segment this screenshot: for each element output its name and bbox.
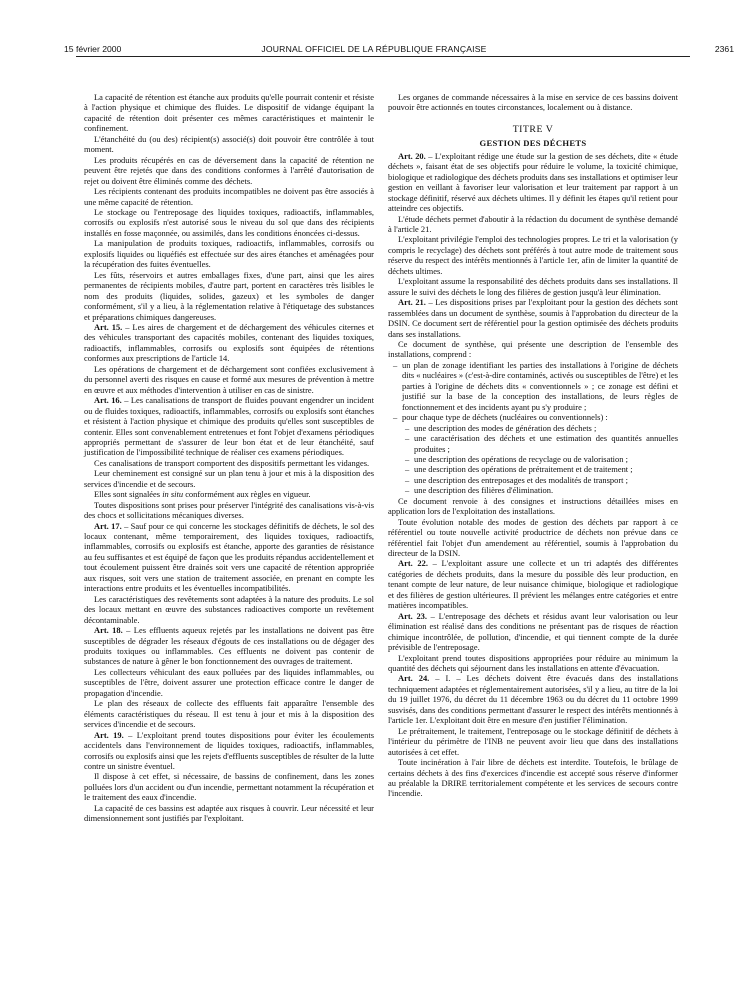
sub-list-item — [388, 475, 678, 485]
paragraph: Ces canalisations de transport comportent des dispositifs permettant les vidanges. — [94, 457, 370, 468]
header-rule — [76, 56, 690, 57]
paragraph: Leur cheminement est consigné sur un plan tenu à jour et mis à la disposition des services d'incendie et de secours. — [84, 468, 374, 489]
paragraph: Il dispose à cet effet, si nécessaire, de bassins de confinement, dans les zones polluées lors d'un accident ou d'un incendie, permettant notamment la récupération et le traitement des eaux d'incendie. — [84, 771, 374, 803]
article-text: – Sauf pour ce qui concerne les stockages définitifs de déchets, le sol des locaux contenant, même temporairement, des liquides toxiques, radioactifs, inflammables, corrosifs ou explosifs est étanche, apporte des garanties de résistance au feu suffisantes et est équipé de façon que les produits répandus accidentellement et tout écoulement puissent être drainés soit vers une capacité de rétention appropriée aux risques, soit vers une station de traitement associée, en prenant en compte les interactions entre produits et les éventuelles incompatibilités. — [84, 520, 374, 594]
header-date: 15 février 2000 — [64, 44, 122, 54]
article-text: – I. – Les déchets doivent être évacués dans des installations techniquement adaptées et réglementairement autorisées, s'il y a lieu, au titre de la loi du 19 juillet 1976, du décret du 11 décembre 1963 ou du décret du 11 octobre 1999 susvisés, dans des conditions permettant d'assurer le respect des intérêts mentionnés à l'article 1er. L'exploitant doit être en mesure d'en justifier l'élimination. — [388, 673, 678, 726]
list-item-text: pour chaque type de déchets (nucléaires ou conventionnels) : — [402, 412, 608, 423]
paragraph: L'exploitant assume la responsabilité des déchets produits dans ses installations. Il assure le suivi des déchets le long des filières de gestion jusqu'à leur élimination. — [388, 276, 678, 297]
list-item-text: une description des opérations de prétraitement et de traitement ; — [414, 464, 633, 475]
list-item-text: une description des modes de génération des déchets ; — [414, 422, 597, 433]
article-text: – L'entreposage des déchets et résidus avant leur valorisation ou leur élimination est réalisé dans des conditions ne présentant pas de risques de réaction chimique incontrôlée, de pollution, d'incendie, et qui tiennent compte de la durée prévisible de l'entreposage. — [388, 610, 678, 653]
article-text: – Les canalisations de transport de fluides pouvant engendrer un incident ou de fluides toxiques, radioactifs, inflammables, corrosifs ou explosifs sont étanches et résistent à l'action physique et chimique des produits qu'elles sont susceptibles de contenir. Elles sont convenablement entretenues et font l'objet d'examens périodiques appropriés permettant de s'assurer de leur bon état et de leur étanchéité, sauf justification de l'impossibilité technique de réaliser ces examens périodiques. — [84, 395, 374, 458]
paragraph: Les caractéristiques des revêtements sont adaptées à la nature des produits. Le sol des locaux mettant en œuvre des substances radioactives comporte un revêtement décontaminable. — [84, 593, 374, 625]
sub-list-item — [388, 485, 678, 495]
dash-bullet: – — [393, 412, 398, 423]
paragraph: La manipulation de produits toxiques, radioactifs, inflammables, corrosifs ou explosifs liquides ou liquéfiés est effectuée sur des aires étanches et aménagées pour la récupération des fuites éventuelles. — [84, 238, 374, 270]
paragraph: Le prétraitement, le traitement, l'entreposage ou le stockage définitif de déchets à l'intérieur du périmètre de l'INB ne peuvent avoir lieu que dans des installations autorisées à cet effet. — [388, 725, 678, 757]
list-item-text: une description des filières d'élimination. — [414, 485, 554, 496]
paragraph: La capacité de rétention est étanche aux produits qu'elle pourrait contenir et résiste à l'action physique et chimique des fluides. Le dispositif de vidange équipant la capacité de rétention doit présenter ces mêmes caractéristiques et maintenir le confinement. — [84, 92, 374, 134]
paragraph: Les produits récupérés en cas de déversement dans la capacité de rétention ne peuvent être rejetés que dans des conditions conformes à l'arrêté d'autorisation de rejet ou doivent être éliminés comme des déchets. — [84, 154, 374, 186]
article-label: Art. 21. — [398, 297, 426, 308]
paragraph: Toute incinération à l'air libre de déchets est interdite. Toutefois, le brûlage de certains déchets à des fins d'exercices d'incendie est accepté sous réserve d'informer au préalable la DRIRE territorialement compétente et les services de secours contre l'incendie. — [388, 757, 678, 799]
article-label: Art. 16. — [94, 395, 122, 406]
dash-bullet: – — [405, 474, 410, 485]
dash-bullet: – — [405, 422, 410, 433]
article-text: – Les dispositions prises par l'exploitant pour la gestion des déchets sont rassemblées dans un document de synthèse, soumis à l'approbation du directeur de la DSIN. Ce document sert de référentiel pour la gestion optimisée des déchets produits dans ses installations. — [388, 297, 678, 339]
dash-bullet: – — [405, 433, 410, 444]
article-24 — [388, 673, 678, 725]
article-label: Art. 18. — [94, 625, 123, 636]
paragraph: Les organes de commande nécessaires à la mise en service de ces bassins doivent pouvoir être actionnés en toutes circonstances, localement ou à distance. — [388, 92, 678, 113]
left-column — [84, 92, 374, 824]
article-label: Art. 24. — [398, 673, 430, 684]
paragraph: Les récipients contenant des produits incompatibles ne doivent pas être associés à une même capacité de rétention. — [84, 186, 374, 207]
article-label: Art. 17. — [94, 520, 122, 531]
paragraph: La capacité de ces bassins est adaptée aux risques à couvrir. Leur nécessité et leur dimensionnement sont justifiés par l'exploitant. — [84, 802, 374, 824]
header-journal-title: JOURNAL OFFICIEL DE LA RÉPUBLIQUE FRANÇAISE — [261, 44, 487, 54]
paragraph: Le stockage ou l'entreposage des liquides toxiques, radioactifs, inflammables, corrosifs ou explosifs n'est autorisé sous le niveau du sol que dans des récipients installés en fosse maçonnée, ou assimilés, dans les conditions énoncées ci-dessus. — [84, 206, 374, 238]
list-item-text: une description des opérations de recyclage ou de valorisation ; — [414, 453, 628, 464]
paragraph: Les fûts, réservoirs et autres emballages fixes, d'une part, ainsi que les aires permanentes de récipients mobiles, d'autre part, portent en caractères très lisibles le nom des produits (liquides, solides, gazeux) et les symboles de danger conformément, s'il y a lieu, à la réglementation relative à l'étiquetage des substances et préparations chimiques dangereuses. — [84, 269, 374, 322]
list-item-text: une caractérisation des déchets et une estimation des quantités annuelles produites ; — [414, 433, 678, 454]
right-column — [388, 92, 678, 799]
paragraph — [84, 489, 374, 499]
text-run: Elles sont signalées — [94, 489, 163, 500]
dash-bullet: – — [405, 453, 410, 464]
list-item-text: une description des entreposages et des modalités de transport ; — [414, 474, 628, 485]
article-18 — [84, 625, 374, 667]
list-item — [388, 412, 678, 422]
paragraph: L'exploitant privilégie l'emploi des technologies propres. Le tri et la valorisation (y compris le recyclage) des déchets sont préférés à tout autre mode de traitement sous réserve du respect des intérêts mentionnés à l'article 1er, afin de limiter la quantité de déchets ultimes. — [388, 234, 678, 276]
text-run: conformément aux règles en vigueur. — [183, 489, 311, 500]
article-21 — [388, 297, 678, 339]
sub-list-item — [388, 454, 678, 464]
article-15 — [84, 322, 374, 364]
paragraph: L'étude déchets permet d'aboutir à la rédaction du document de synthèse demandé à l'article 21. — [388, 213, 678, 234]
paragraph: Le plan des réseaux de collecte des effluents fait apparaître l'ensemble des éléments caractéristiques du réseau. Il est tenu à jour et mis à la disposition des services d'incendie et de secours. — [84, 698, 374, 730]
article-17 — [84, 521, 374, 594]
article-label: Art. 20. — [398, 150, 426, 161]
article-text: – L'exploitant assure une collecte et un tri adaptés des différentes catégories de déchets produits, dans la mesure du possible dès leur production, en tenant compte de leur nature, de leur nuisance chimique, biologique et radiologique et des filières de gestion ultérieures. Il prévient les mélanges entre catégories et entre matières incompatibles. — [388, 558, 678, 611]
article-text: – L'exploitant prend toutes dispositions pour éviter les écoulements accidentels dans l'environnement de liquides toxiques, radioactifs, inflammables, corrosifs ou explosifs ainsi que les rejets d'effluents susceptibles de résulter de la lutte contre un sinistre éventuel. — [84, 729, 374, 771]
sub-list-item — [388, 423, 678, 433]
paragraph: Toute évolution notable des modes de gestion des déchets par rapport à ce référentiel ou toute nouvelle activité productrice de déchets non prévue dans ce référentiel fait l'objet d'un amendement au référentiel, soumis à l'approbation du directeur de la DSIN. — [388, 516, 678, 559]
dash-bullet: – — [405, 485, 410, 496]
article-label: Art. 15. — [94, 321, 123, 332]
list-item-text: un plan de zonage identifiant les parties des installations à l'origine de déchets dits « nucléaires » (c'est-à-dire contaminés, activés ou susceptibles de l'être) et les parties à l'origine de déchets dits « conventionnels » ; ce zonage est défini et justifié sur la base de la conception des installations, de leurs règles de fonctionnement et des incidents ayant pu s'y produire ; — [402, 359, 678, 412]
article-text: – L'exploitant rédige une étude sur la gestion de ses déchets, dite « étude déchets », faisant état de ses objectifs pour réduire le volume, la toxicité chimique, biologique et radiologique des déchets produits dans ses installations et optimiser leur gestion en veillant à favoriser leur valorisation et leur traitement par rapport à un stockage définitif, réservé aux déchets ultimes. Il y définit les étapes qu'il retient pour atteindre ces objectifs. — [388, 150, 678, 214]
article-text: – Les effluents aqueux rejetés par les installations ne doivent pas être susceptibles de dégrader les réseaux d'égouts de ces installations ou de dégager des produits toxiques ou inflammables. Ces effluents ne doivent pas contenir de substances de nature à gêner le bon fonctionnement des ouvrages de traitement. — [84, 625, 374, 667]
paragraph: Ce document de synthèse, qui présente une description de l'ensemble des installations, comprend : — [388, 338, 678, 360]
sub-list-item — [388, 464, 678, 474]
paragraph: Les collecteurs véhiculant des eaux polluées par des liquides inflammables, ou susceptibles de l'être, doivent assurer une protection efficace contre le danger de propagation d'incendie. — [84, 666, 374, 698]
article-16 — [84, 395, 374, 458]
section-subtitle: GESTION DES DÉCHETS — [479, 138, 587, 149]
article-20 — [388, 151, 678, 214]
paragraph: Les opérations de chargement et de déchargement sont confiées exclusivement à du personnel averti des risques en cause et formé aux mesures de prévention à mettre en œuvre et aux méthodes d'intervention à utiliser en cas de sinistre. — [84, 363, 374, 395]
sub-list-item — [388, 433, 678, 454]
italic-run: in situ — [162, 489, 184, 500]
paragraph: Toutes dispositions sont prises pour préserver l'intégrité des canalisations vis-à-vis des chocs et sollicitations mécaniques diverses. — [84, 499, 374, 521]
paragraph: L'étanchéité du (ou des) récipient(s) associé(s) doit pouvoir être contrôlée à tout moment. — [84, 133, 374, 155]
dash-bullet: – — [405, 464, 410, 475]
article-23 — [388, 611, 678, 653]
list-item — [388, 360, 678, 412]
dash-bullet: – — [393, 359, 398, 370]
article-19 — [84, 730, 374, 772]
article-text: – Les aires de chargement et de déchargement des véhicules citernes et des véhicules transportant des capacités mobiles, contenant des liquides toxiques, radioactifs, inflammables, corrosifs ou explosifs sont équipées de rétentions conformes aux prescriptions de l'article 14. — [84, 321, 374, 364]
section-title: TITRE V — [512, 123, 554, 135]
article-label: Art. 19. — [94, 729, 124, 740]
paragraph: L'exploitant prend toutes dispositions appropriées pour réduire au minimum la quantité des déchets qui séjournent dans les installations en attente d'évacuation. — [388, 652, 678, 674]
article-label: Art. 23. — [398, 610, 427, 621]
header-page-number: 2361 — [714, 44, 734, 54]
article-22 — [388, 558, 678, 610]
article-label: Art. 22. — [398, 558, 428, 569]
paragraph: Ce document renvoie à des consignes et instructions détaillées mises en application lors de l'exploitation des installations. — [388, 495, 678, 517]
